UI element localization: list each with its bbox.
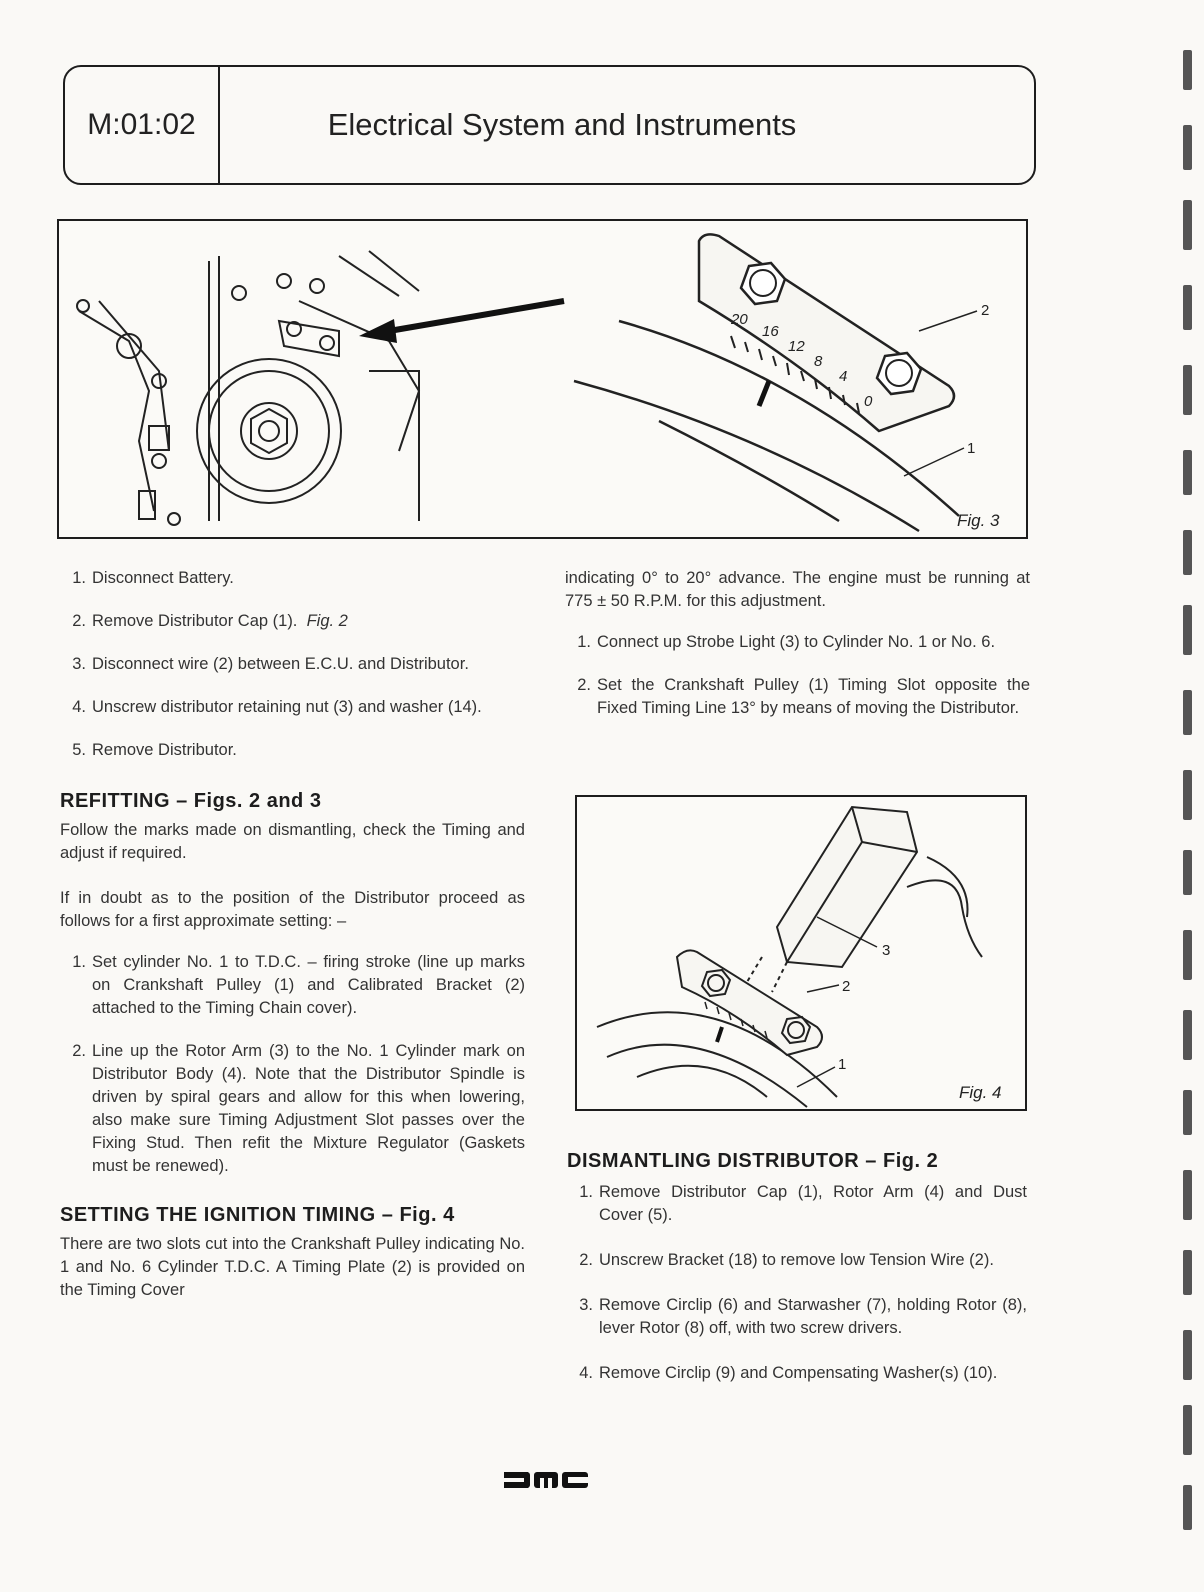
edge-tab — [1183, 200, 1192, 250]
callout-1: 1 — [967, 440, 976, 457]
edge-tab — [1183, 850, 1192, 895]
edge-tab — [1183, 1405, 1192, 1455]
figure-4-illustration — [577, 797, 1029, 1113]
edge-tab — [1183, 690, 1192, 735]
scale-label: 16 — [762, 323, 779, 340]
dismantling-heading: DISMANTLING DISTRIBUTOR – Fig. 2 — [567, 1150, 939, 1172]
list-item: 1. Disconnect Battery. — [72, 569, 234, 587]
edge-tab — [1183, 450, 1192, 495]
edge-tab — [1183, 285, 1192, 330]
list-item: 2. Unscrew Bracket (18) to remove low Tension Wire (2). — [579, 1251, 994, 1269]
edge-tab — [1183, 50, 1192, 90]
list-item: 2. Remove Distributor Cap (1). Fig. 2 — [72, 612, 348, 630]
scale-label: 8 — [814, 353, 823, 370]
callout-3: 3 — [882, 942, 891, 959]
list-item: 1. Set cylinder No. 1 to T.D.C. – firing stroke (line up marks on Crankshaft Pulley (1) and Calibrated Bracket (2) attached to the Timing Chain cover). — [72, 953, 525, 1017]
edge-tab — [1183, 1010, 1192, 1060]
left-column — [60, 567, 525, 1324]
timing-continued-para: indicating 0° to 20° advance. The engine must be running at 775 ± 50 R.P.M. for this adjustment. — [565, 569, 1030, 610]
edge-tab — [1183, 1090, 1192, 1135]
refitting-heading: REFITTING – Figs. 2 and 3 — [60, 790, 322, 812]
list-item: 2. Line up the Rotor Arm (3) to the No. 1 Cylinder mark on Distributor Body (4). Note that the Distributor Spindle is driven by spiral gears and allow for this when lowering, also make sure Timing Adjustment Slot passes over the Fixing Stud. Then refit the Mixture Regulator (Gaskets must be renewed). — [72, 1042, 525, 1175]
figure-4 — [575, 795, 1027, 1111]
figure-ref: Fig. 2 — [306, 612, 348, 630]
figure-3 — [57, 219, 1028, 539]
callout-2: 2 — [981, 302, 990, 319]
edge-tab — [1183, 530, 1192, 575]
figure-3-illustration — [59, 221, 1030, 541]
scale-label: 20 — [731, 311, 748, 328]
edge-tab — [1183, 1170, 1192, 1220]
page-title: Electrical System and Instruments — [327, 107, 797, 142]
dmc-logo-mark — [502, 1468, 592, 1494]
edge-tab — [1183, 605, 1192, 655]
list-item: 1. Connect up Strobe Light (3) to Cylinder No. 1 or No. 6. — [577, 633, 996, 651]
edge-tab — [1183, 930, 1192, 980]
figure-4-caption: Fig. 4 — [959, 1083, 1002, 1102]
callout-1: 1 — [838, 1056, 847, 1073]
timing-heading: SETTING THE IGNITION TIMING – Fig. 4 — [60, 1204, 455, 1226]
scale-label: 12 — [788, 338, 805, 355]
edge-tab — [1183, 770, 1192, 820]
figure-3-caption: Fig. 3 — [957, 511, 1000, 530]
right-column — [565, 567, 1030, 740]
refitting-para-1: Follow the marks made on dismantling, check the Timing and adjust if required. — [60, 821, 525, 862]
scale-label: 0 — [864, 393, 873, 410]
list-item: 5. Remove Distributor. — [72, 741, 237, 759]
edge-tab — [1183, 1485, 1192, 1530]
refitting-para-2: If in doubt as to the position of the Distributor proceed as follows for a first approximate setting: – — [60, 889, 525, 930]
list-item: 3. Disconnect wire (2) between E.C.U. and Distributor. — [72, 655, 469, 673]
scale-label: 4 — [839, 368, 848, 385]
dismantling-section — [567, 1150, 1027, 1405]
list-item: 1. Remove Distributor Cap (1), Rotor Arm (4) and Dust Cover (5). — [579, 1183, 1027, 1224]
edge-tab — [1183, 365, 1192, 415]
header-box — [63, 65, 1036, 185]
list-item: 4. Unscrew distributor retaining nut (3) and washer (14). — [72, 698, 482, 716]
edge-tab — [1183, 125, 1192, 170]
timing-para: There are two slots cut into the Crankshaft Pulley indicating No. 1 and No. 6 Cylinder T.D.C. A Timing Plate (2) is provided on the Timing Cover — [60, 1235, 525, 1299]
dmc-logo — [502, 1468, 592, 1502]
section-code: M:01:02 — [65, 67, 220, 183]
list-item: 4. Remove Circlip (9) and Compensating Washer(s) (10). — [579, 1364, 998, 1382]
list-item: 3. Remove Circlip (6) and Starwasher (7), holding Rotor (8), lever Rotor (8) off, with two screw drivers. — [579, 1296, 1027, 1337]
edge-tab — [1183, 1250, 1192, 1295]
callout-2: 2 — [842, 978, 851, 995]
list-item: 2. Set the Crankshaft Pulley (1) Timing Slot opposite the Fixed Timing Line 13° by means of moving the Distributor. — [577, 676, 1030, 717]
edge-tab — [1183, 1330, 1192, 1380]
